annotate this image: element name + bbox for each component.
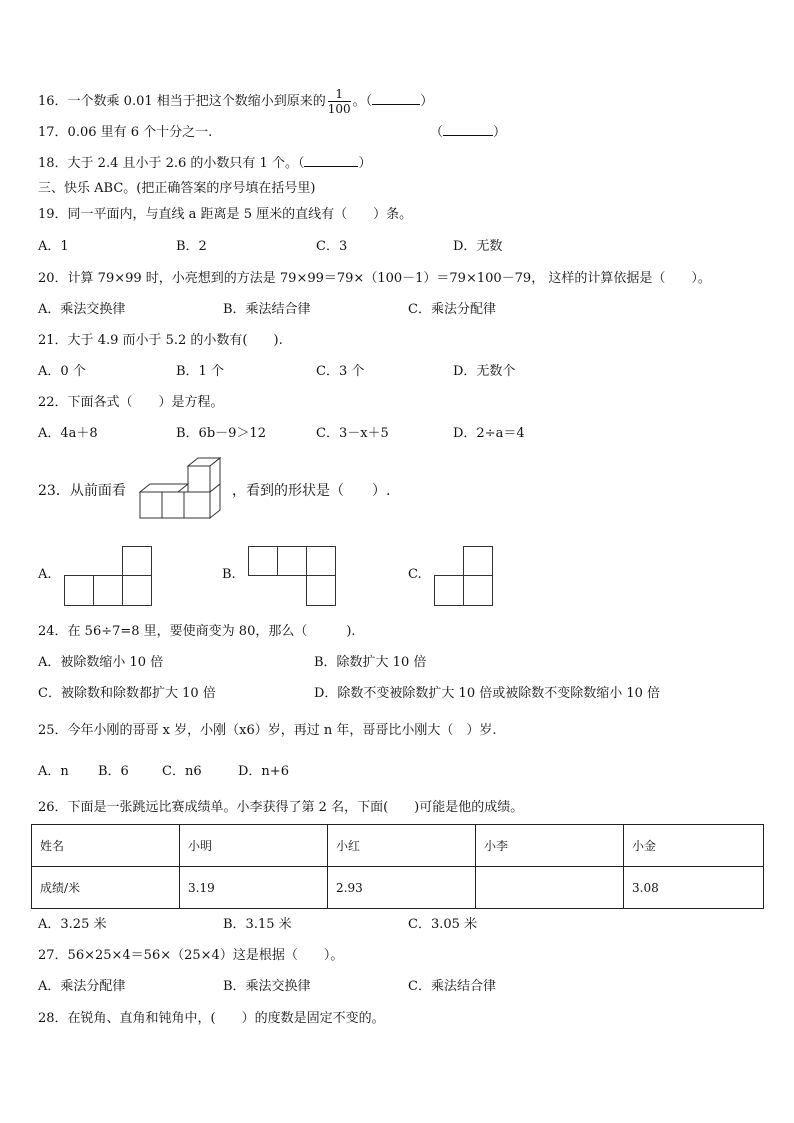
fraction-denominator: 100: [327, 102, 351, 116]
table-cell: 成绩/米: [32, 867, 180, 909]
question-24: 24．在 56÷7=8 里，要使商变为 80，那么（ ).: [38, 624, 356, 639]
q21-option-a[interactable]: A．0 个: [38, 364, 86, 379]
q21-option-b[interactable]: B．1 个: [176, 364, 224, 379]
q18-close-paren: ）: [358, 156, 372, 171]
q25-option-c[interactable]: C．n6: [162, 764, 202, 779]
q25-option-a[interactable]: A．n: [38, 764, 69, 779]
q16-text: 16．一个数乘 0.01 相当于把这个数缩小到原来的: [38, 94, 326, 109]
table-cell: 3.19: [180, 867, 328, 909]
fraction-numerator: 1: [328, 87, 351, 102]
q23-option-c[interactable]: C.: [408, 567, 422, 582]
q27-option-a[interactable]: A．乘法分配律: [38, 979, 126, 994]
q21-option-c[interactable]: C．3 个: [316, 364, 365, 379]
question-19: 19．同一平面内，与直线 a 距离是 5 厘米的直线有（ ）条。: [38, 207, 413, 222]
q22-option-c[interactable]: C．3－x＋5: [316, 426, 389, 441]
q17-answer: [430, 124, 506, 142]
q20-option-b[interactable]: B．乘法结合律: [223, 302, 311, 317]
question-21: 21．大于 4.9 而小于 5.2 的小数有( ).: [38, 333, 283, 348]
score-table: [31, 824, 764, 909]
q23-option-b-shape: [248, 546, 338, 608]
question-16: [38, 87, 433, 116]
q24-option-b[interactable]: B．除数扩大 10 倍: [314, 655, 427, 670]
q20-option-c[interactable]: C．乘法分配律: [408, 302, 496, 317]
question-27: 27．56×25×4＝56×（25×4）这是根据（ ）。: [38, 948, 344, 963]
question-20: 20．计算 79×99 时，小亮想到的方法是 79×99＝79×（100－1）＝79×100－79， 这样的计算依据是（ ）。: [38, 271, 711, 286]
q26-option-a[interactable]: A．3.25 米: [38, 917, 107, 932]
table-header-cell: 小明: [180, 825, 328, 867]
q23-option-b[interactable]: B.: [222, 567, 236, 582]
table-cell: 2.93: [328, 867, 476, 909]
table-header-cell: 姓名: [32, 825, 180, 867]
q19-option-d[interactable]: D．无数: [453, 239, 503, 254]
table-header-cell: 小金: [624, 825, 764, 867]
question-25: 25．今年小刚的哥哥 x 岁，小刚（x6）岁，再过 n 年，哥哥比小刚大（ ）岁.: [38, 723, 497, 738]
q24-option-d[interactable]: D．除数不变被除数扩大 10 倍或被除数不变除数缩小 10 倍: [314, 686, 661, 701]
question-22: 22．下面各式（ ）是方程。: [38, 395, 224, 410]
q17-open-paren: （: [430, 125, 444, 140]
question-26: 26．下面是一张跳远比赛成绩单。小李获得了第 2 名，下面( )可能是他的成绩。: [38, 800, 524, 815]
q27-option-c[interactable]: C．乘法结合律: [408, 979, 496, 994]
table-header-cell: 小红: [328, 825, 476, 867]
q18-text: 18．大于 2.4 且小于 2.6 的小数只有 1 个。（: [38, 156, 305, 171]
answer-blank-18[interactable]: [304, 155, 358, 167]
fraction-1-100: [328, 87, 351, 116]
q24-option-a[interactable]: A．被除数缩小 10 倍: [38, 655, 164, 670]
section-3-heading: 三、快乐 ABC。(把正确答案的序号填在括号里): [38, 181, 316, 196]
q17-close-paren: ）: [493, 125, 507, 140]
q22-option-d[interactable]: D．2÷a＝4: [453, 426, 525, 441]
q19-option-b[interactable]: B．2: [176, 239, 207, 254]
q27-option-b[interactable]: B．乘法交换律: [223, 979, 311, 994]
q25-option-b[interactable]: B．6: [98, 764, 129, 779]
q22-option-b[interactable]: B．6b－9＞12: [176, 426, 266, 441]
question-17: [38, 124, 212, 142]
table-row: [32, 867, 764, 909]
table-header-row: [32, 825, 764, 867]
q17-text: 17．0.06 里有 6 个十分之一.: [38, 125, 213, 140]
answer-blank-17[interactable]: [443, 124, 493, 136]
q16-open-paren: 。（: [352, 94, 373, 109]
question-28: 28．在锐角、直角和钝角中，( ）的度数是固定不变的。: [38, 1011, 385, 1026]
q23-option-c-shape: [434, 546, 496, 608]
answer-blank-16[interactable]: [372, 93, 420, 105]
table-cell-empty: [476, 867, 624, 909]
q19-option-c[interactable]: C．3: [316, 239, 348, 254]
question-23-suffix: ，看到的形状是（ ）.: [232, 483, 391, 499]
q25-option-d[interactable]: D．n+6: [238, 764, 289, 779]
q24-option-c[interactable]: C．被除数和除数都扩大 10 倍: [38, 686, 216, 701]
question-23-prefix: 23．从前面看: [38, 483, 126, 499]
question-18: [38, 155, 371, 173]
q19-option-a[interactable]: A．1: [38, 239, 69, 254]
q26-option-b[interactable]: B．3.15 米: [223, 917, 292, 932]
q22-option-a[interactable]: A．4a＋8: [38, 426, 98, 441]
table-header-cell: 小李: [476, 825, 624, 867]
cube-stack-figure: [138, 456, 230, 524]
q26-option-c[interactable]: C．3.05 米: [408, 917, 478, 932]
q16-close-paren: ）: [420, 94, 434, 109]
q21-option-d[interactable]: D．无数个: [453, 364, 516, 379]
table-cell: 3.08: [624, 867, 764, 909]
q20-option-a[interactable]: A．乘法交换律: [38, 302, 126, 317]
q23-option-a-shape: [64, 546, 154, 608]
q23-option-a[interactable]: A.: [38, 567, 52, 582]
